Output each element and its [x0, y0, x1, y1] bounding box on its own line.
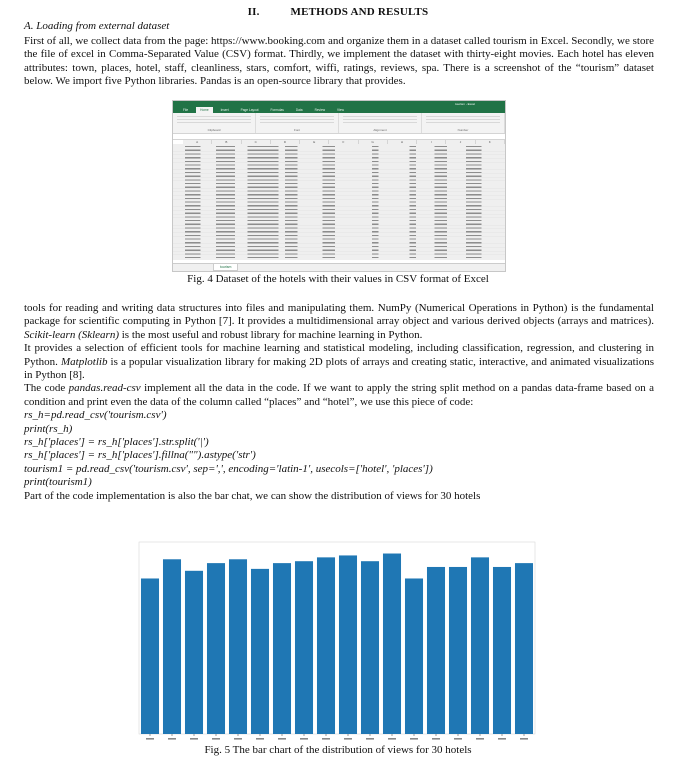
x-tick-label	[234, 738, 242, 740]
code-line: rs_h['places'] = rs_h['places'].str.split('|')	[24, 436, 209, 449]
x-tick-label	[388, 738, 396, 740]
figure-5-caption: Fig. 5 The bar chart of the distribution of views for 30 hotels	[204, 744, 472, 756]
paragraph-2c-italic: pandas.read-csv	[68, 382, 141, 395]
code-line: rs_h=pd.read_csv('tourism.csv')	[24, 409, 167, 422]
bar	[141, 578, 159, 734]
x-tick-label	[278, 738, 286, 740]
bar	[339, 555, 357, 734]
x-tick-label	[256, 738, 264, 740]
excel-tab-formulas: Formulas	[270, 108, 284, 112]
excel-tab-home: Home	[196, 107, 213, 113]
excel-ribbon-group-label: Number	[457, 128, 469, 132]
x-tick-label	[476, 738, 484, 740]
x-tick-label	[344, 738, 352, 740]
bar	[207, 563, 225, 734]
excel-ribbon-controls	[260, 116, 334, 125]
bar	[515, 563, 533, 734]
excel-tab-review: Review	[314, 108, 326, 112]
bar	[471, 557, 489, 734]
x-tick-label	[410, 738, 418, 740]
x-tick-label	[322, 738, 330, 740]
bar	[185, 571, 203, 734]
excel-ribbon-group-label: Clipboard	[207, 128, 221, 132]
bar	[405, 578, 423, 734]
bar	[361, 561, 379, 734]
bar	[449, 567, 467, 734]
bar	[295, 561, 313, 734]
paragraph-2b-italic: Matplotlib	[61, 355, 108, 368]
excel-column-header: I	[417, 140, 446, 145]
x-tick-label	[454, 738, 462, 740]
bar	[317, 557, 335, 734]
paragraph-2b: It provides a selection of efficient tools for machine learning and statistical modeling, including classification, regression, and clustering in Python.	[24, 342, 654, 368]
excel-sheet-tab: tourism	[213, 264, 238, 271]
excel-column-header: C	[242, 140, 271, 145]
excel-sheet-bar	[173, 263, 505, 271]
x-tick-label	[300, 738, 308, 740]
excel-column-header: G	[359, 140, 388, 145]
excel-ribbon-group-font	[256, 113, 339, 133]
excel-cell-values	[185, 145, 497, 260]
bar	[493, 567, 511, 734]
code-line: print(tourism1)	[24, 476, 92, 489]
excel-column-header: D	[271, 140, 300, 145]
bar	[229, 559, 247, 734]
bar-chart	[131, 538, 543, 748]
excel-column-header: J	[446, 140, 475, 145]
paragraph-2b-tail: is a popular visualization library for making 2D plots of arrays and creating static, interactive, and animated visualizations in Python [8].	[24, 355, 654, 382]
figure-4-caption: Fig. 4 Dataset of the hotels with their values in CSV format of Excel	[187, 273, 489, 285]
excel-ribbon-controls	[426, 116, 500, 125]
code-line: print(rs_h)	[24, 422, 73, 435]
paragraph-3: Part of the code implementation is also the bar chat, we can show the distribution of views for 30 hotels	[24, 489, 481, 502]
excel-tab-page-layout: Page Layout	[240, 108, 259, 112]
x-tick-label	[498, 738, 506, 740]
excel-column-header: F	[329, 140, 358, 145]
bar	[163, 559, 181, 734]
excel-ribbon-controls	[343, 116, 417, 125]
section-title: METHODS AND RESULTS	[290, 6, 429, 18]
x-tick-label	[190, 738, 198, 740]
excel-ribbon-group-alignment	[339, 113, 422, 133]
excel-tab-data: Data	[295, 108, 303, 112]
x-tick-label	[432, 738, 440, 740]
section-number: II.	[247, 6, 260, 18]
excel-ribbon-group-number	[422, 113, 505, 133]
subsection-heading: A. Loading from external dataset	[24, 20, 170, 32]
excel-column-header: A	[183, 140, 212, 145]
paragraph-2c-lead: The code	[24, 382, 66, 395]
bar	[273, 563, 291, 734]
excel-ribbon	[173, 113, 505, 134]
excel-column-header: E	[300, 140, 329, 145]
paragraph-2a-tail: is the most useful and robust library for machine learning in Python.	[121, 328, 423, 341]
bar-chart-svg	[131, 538, 543, 748]
excel-cell-grid	[173, 144, 505, 260]
bar	[383, 554, 401, 734]
bar	[427, 567, 445, 734]
excel-ribbon-controls	[177, 116, 251, 125]
x-tick-label	[168, 738, 176, 740]
excel-tab-insert: Insert	[220, 108, 229, 112]
excel-ribbon-group-label: Font	[293, 128, 300, 132]
bar	[251, 569, 269, 734]
paragraph-2c-tail: implement all the data in the code. If we want to apply the string split method on a pandas data-frame based on a condition and print even the data of the column called “places” and “hotel”, we use this piece of code:	[24, 382, 655, 408]
x-tick-label	[212, 738, 220, 740]
excel-column-header: H	[388, 140, 417, 145]
code-block	[24, 409, 654, 489]
paragraph-2a: tools for reading and writing data structures into files and manipulating them. NumPy (Numerical Operations in Python) is the fundamental package for scientific computing in Python [7]. It provides a multidimensional array object and various derived objects (arrays and matrices).	[24, 302, 654, 328]
excel-ribbon-group-clipboard	[173, 113, 256, 133]
paragraph-1: First of all, we collect data from the page: https://www.booking.com and organize them in a dataset called tourism in Excel. Secondly, we store the file of excel in Comma-Separated Value (CSV) format. Thirdly, we implement the dataset with thirty-eight movies. Each hotel has eleven attributes: town, places, hotel, staff, cleanliness, stars, comfort, wiffi, ratings, reviews, spa. There is a screenshot of the “tourism” dataset below. We import five Python libraries. Pandas is an open-source library that provides.	[24, 35, 654, 88]
paragraph-2a-italic: Scikit-learn (Sklearn)	[24, 328, 119, 341]
excel-column-header: B	[212, 140, 241, 145]
excel-ribbon-group-label: Alignment	[373, 128, 387, 132]
excel-tab-view: View	[337, 108, 344, 112]
excel-screenshot	[172, 100, 506, 272]
excel-column-header: K	[476, 140, 505, 145]
code-line: rs_h['places'] = rs_h['places'].fillna("").astype('str')	[24, 449, 256, 462]
excel-tab-file: File	[183, 108, 189, 112]
x-tick-label	[366, 738, 374, 740]
excel-window-title: tourism - Excel	[455, 102, 475, 106]
section-heading	[0, 6, 676, 18]
x-tick-label	[520, 738, 528, 740]
x-tick-label	[146, 738, 154, 740]
code-line: tourism1 = pd.read_csv('tourism.csv', sep=',', encoding='latin-1', usecols=['hotel', 'places'])	[24, 462, 433, 475]
paragraph-2	[24, 302, 654, 503]
